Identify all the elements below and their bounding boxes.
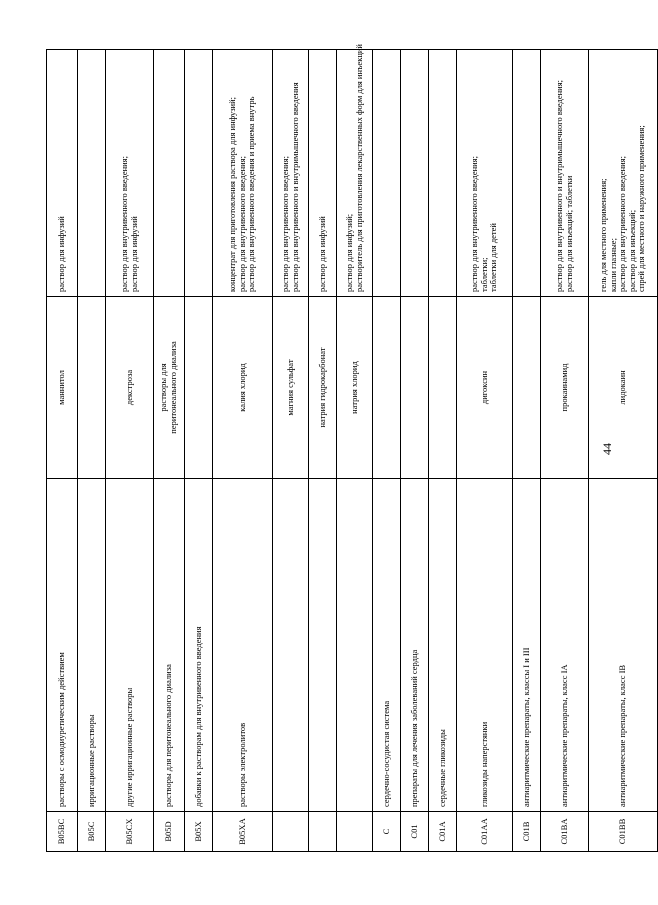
table-row — [457, 50, 513, 852]
table-row — [589, 50, 658, 852]
atc-code-cell: B05X — [185, 812, 213, 852]
inn-cell — [513, 297, 541, 479]
inn-cell — [373, 297, 401, 479]
page-number: 44 — [600, 443, 614, 455]
drug-table — [46, 44, 658, 852]
inn-cell: декстроза — [106, 297, 154, 479]
dosage-forms-cell — [541, 50, 589, 297]
dosage-form-line: раствор для внутривенного и внутримышечного введения; — [553, 80, 564, 292]
dosage-form-line: концентрат для приготовления раствора для инфузий; — [227, 96, 238, 292]
dosage-forms-cell — [185, 50, 213, 297]
table-row — [513, 50, 541, 852]
group-name-cell: ирригационные растворы — [78, 479, 106, 812]
dosage-forms-cell — [106, 50, 154, 297]
group-name-cell: растворы электролитов — [213, 479, 273, 812]
inn-cell: калия хлорид — [213, 297, 273, 479]
atc-code-cell: C01BA — [541, 812, 589, 852]
group-name-cell — [273, 479, 309, 812]
group-name-cell — [309, 479, 337, 812]
inn-cell: натрия гидрокарбонат — [309, 297, 337, 479]
atc-code-cell: C — [373, 812, 401, 852]
table-row — [401, 50, 429, 852]
atc-code-cell: B05XA — [213, 812, 273, 852]
dosage-forms-cell — [213, 50, 273, 297]
table-row — [185, 50, 213, 852]
atc-code-cell — [273, 812, 309, 852]
dosage-form-line: раствор для внутривенного введения; — [236, 156, 247, 292]
group-name-cell: антиаритмические препараты, класс IB — [589, 479, 658, 812]
inn-cell: магния сульфат — [273, 297, 309, 479]
atc-code-cell: C01 — [401, 812, 429, 852]
inn-cell — [78, 297, 106, 479]
atc-code-cell — [309, 812, 337, 852]
dosage-form-line: раствор для внутривенного введения; — [279, 156, 290, 292]
group-name-cell: другие ирригационные растворы — [106, 479, 154, 812]
group-name-cell: растворы для перитонеального диализа — [154, 479, 185, 812]
inn-cell — [429, 297, 457, 479]
group-name-cell: антиаритмические препараты, классы I и III — [513, 479, 541, 812]
inn-cell — [401, 297, 429, 479]
dosage-form-line: раствор для внутривенного введения и приема внутрь — [246, 96, 257, 292]
inn-cell: прокаинамид — [541, 297, 589, 479]
atc-code-cell: B05D — [154, 812, 185, 852]
inn-cell — [185, 297, 213, 479]
dosage-form-line: спрей для местного и наружного применения; — [636, 125, 647, 292]
dosage-forms-cell — [429, 50, 457, 297]
dosage-form-line: раствор для внутривенного введения; — [617, 156, 628, 292]
group-name-cell: антиаритмические препараты, класс IA — [541, 479, 589, 812]
dosage-forms-cell — [457, 50, 513, 297]
table-row — [541, 50, 589, 852]
atc-code-cell — [337, 812, 373, 852]
group-name-cell — [337, 479, 373, 812]
dosage-form-line: растворитель для приготовления лекарственных форм для инъекций — [353, 44, 364, 292]
dosage-forms-cell — [47, 50, 78, 297]
dosage-form-line: раствор для внутривенного введения; — [118, 156, 129, 292]
group-name-cell: добавки к растворам для внутривенного введения — [185, 479, 213, 812]
dosage-forms-cell — [154, 50, 185, 297]
table-row — [373, 50, 401, 852]
table-row — [309, 50, 337, 852]
dosage-forms-cell — [589, 50, 658, 297]
atc-code-cell: B05C — [78, 812, 106, 852]
dosage-forms-cell — [273, 50, 309, 297]
dosage-form-line: раствор для инфузий — [316, 216, 327, 292]
inn-text: перитонеального диализа — [168, 341, 178, 434]
table-body — [47, 44, 658, 852]
dosage-form-line: раствор для инфузий — [56, 216, 67, 292]
dosage-form-line: таблетки для детей — [488, 223, 499, 292]
dosage-forms-cell — [78, 50, 106, 297]
dosage-form-line: раствор для инъекций; — [626, 209, 637, 292]
table-row — [273, 50, 309, 852]
dosage-form-line: раствор для внутривенного и внутримышечного введения — [289, 82, 300, 292]
table-row — [78, 50, 106, 852]
inn-cell — [154, 297, 185, 479]
dosage-forms-cell — [401, 50, 429, 297]
dosage-form-line: раствор для инъекций; таблетки — [563, 175, 574, 292]
inn-cell: лидокаин — [589, 297, 658, 479]
group-name-cell: препараты для лечения заболеваний сердца — [401, 479, 429, 812]
inn-cell: натрия хлорид — [337, 297, 373, 479]
dosage-forms-cell — [309, 50, 337, 297]
inn-cell: дигоксин — [457, 297, 513, 479]
atc-code-cell: C01BB — [589, 812, 658, 852]
atc-code-cell: C01AA — [457, 812, 513, 852]
group-name-cell: растворы с осмодиуретическим действием — [47, 479, 78, 812]
dosage-form-line: таблетки; — [478, 257, 489, 292]
table-row — [47, 50, 78, 852]
dosage-form-line: гель для местного применения; — [598, 178, 609, 292]
dosage-form-line: раствор для инфузий; — [343, 213, 354, 292]
dosage-form-line: раствор для инфузий — [128, 216, 139, 292]
atc-code-cell: C01B — [513, 812, 541, 852]
inn-cell: маннитол — [47, 297, 78, 479]
inn-text: растворы для — [158, 363, 169, 412]
group-name-cell: гликозиды наперстянки — [457, 479, 513, 812]
table-row — [213, 50, 273, 852]
table-row — [106, 50, 154, 852]
atc-code-cell: C01A — [429, 812, 457, 852]
dosage-form-line: капли глазные; — [607, 238, 618, 292]
group-name-cell: сердечные гликозиды — [429, 479, 457, 812]
dosage-forms-cell — [513, 50, 541, 297]
group-name-cell: сердечно-сосудистая система — [373, 479, 401, 812]
table-row — [337, 50, 373, 852]
atc-code-cell: B05CX — [106, 812, 154, 852]
dosage-forms-cell — [373, 50, 401, 297]
dosage-form-line: раствор для внутривенного введения; — [469, 156, 480, 292]
table-row — [429, 50, 457, 852]
dosage-forms-cell — [337, 44, 373, 297]
table-row — [154, 50, 185, 852]
atc-code-cell: B05BC — [47, 812, 78, 852]
